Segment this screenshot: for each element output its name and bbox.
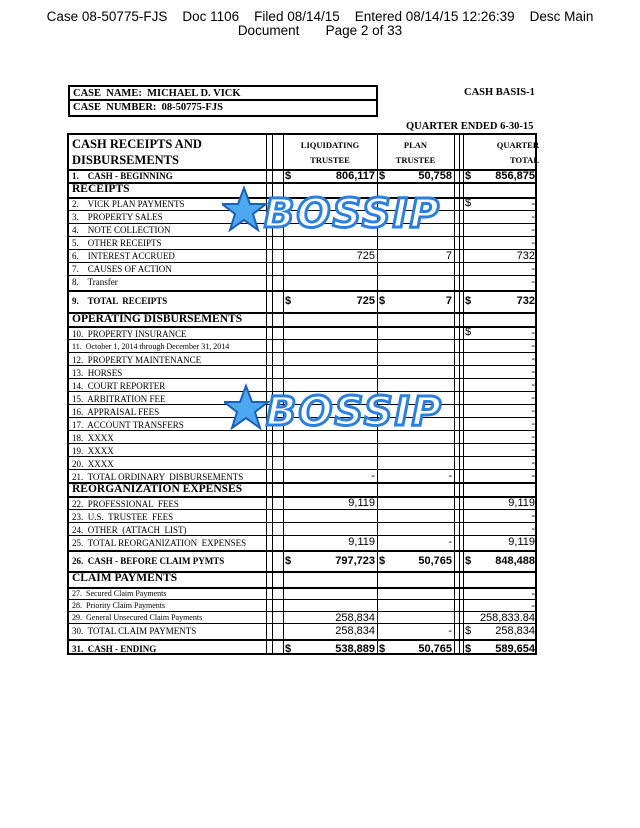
row-label: 14. COURT REPORTER (72, 380, 166, 391)
row-value-col1: - (448, 470, 452, 482)
star-icon (224, 386, 268, 428)
row-value-col2: - (531, 353, 535, 365)
bossip-watermark-middle (224, 378, 444, 438)
row-value-col2: 258,833.84 (479, 611, 535, 624)
dollar-sign: $ (285, 642, 292, 655)
section-header-claims: CLAIM PAYMENTS (72, 572, 178, 584)
column-header-bottom-2: TOTAL (510, 155, 539, 165)
star-icon (222, 188, 266, 230)
table-row-line (69, 443, 535, 444)
row-label: 25. TOTAL REORGANIZATION EXPENSES (72, 537, 247, 548)
dollar-sign: $ (465, 326, 472, 338)
row-value-col1: - (448, 624, 452, 637)
table-row-line (69, 456, 535, 457)
column-header-bottom-0: TRUSTEE (310, 155, 350, 165)
row-value-col0: 725 (356, 249, 375, 262)
table-row-line (69, 275, 535, 276)
table-row-line (69, 639, 535, 641)
row-value-col2: - (531, 470, 535, 482)
row-value-col2: - (531, 327, 535, 339)
dollar-sign: $ (285, 169, 292, 182)
bossip-watermark-top (222, 180, 442, 240)
dollar-sign: $ (379, 554, 386, 567)
row-value-col1: 50,758 (418, 169, 452, 182)
row-label: 18. XXXX (72, 432, 114, 443)
row-label: 13. HORSES (72, 367, 123, 378)
row-label: 9. TOTAL RECEIPTS (72, 296, 168, 306)
row-value-col2: - (531, 431, 535, 443)
section-header-reorg: REORGANIZATION EXPENSES (72, 483, 243, 495)
row-value-col2: - (531, 457, 535, 469)
row-value-col2: 856,875 (495, 169, 535, 182)
dollar-sign: $ (285, 554, 292, 567)
dollar-sign: $ (465, 197, 472, 209)
row-value-col2: - (531, 366, 535, 378)
dollar-sign: $ (379, 294, 386, 307)
column-divider (459, 135, 460, 653)
table-row-line (69, 365, 535, 366)
row-label: 1. CASH - BEGINNING (72, 171, 173, 181)
row-label: 15. ARBITRATION FEE (72, 393, 166, 404)
row-label: 10. PROPERTY INSURANCE (72, 328, 187, 339)
row-value-col2: - (531, 197, 535, 210)
watermark-text: BOSSIP (266, 389, 443, 435)
row-value-col0: 9,119 (348, 497, 375, 509)
row-value-col0: 806,117 (335, 169, 375, 182)
table-row-line (69, 550, 535, 552)
row-value-col0: 725 (356, 294, 375, 307)
row-value-col1: - (448, 536, 452, 548)
row-value-col2: - (531, 340, 535, 352)
row-value-col2: - (531, 275, 535, 288)
filing-line-1: Case 08-50775-FJS Doc 1106 Filed 08/14/15 Entered 08/14/15 12:26:39 Desc Main (46, 9, 594, 24)
row-value-col2: - (531, 392, 535, 404)
row-label: 16. APPRAISAL FEES (72, 406, 160, 417)
column-divider (454, 135, 455, 653)
row-label: 3. PROPERTY SALES (72, 212, 163, 222)
row-value-col2: - (531, 599, 535, 612)
dollar-sign: $ (465, 554, 472, 567)
row-value-col2: 258,834 (495, 624, 535, 637)
row-label: 8. Transfer (72, 277, 118, 287)
row-value-col2: - (531, 418, 535, 430)
row-label: 11. October 1, 2014 through December 31, 2014 (72, 341, 230, 351)
row-label: 27. Secured Claim Payments (72, 589, 167, 598)
row-value-col2: 848,488 (495, 554, 535, 567)
row-label: 26. CASH - BEFORE CLAIM PYMTS (72, 556, 225, 566)
row-value-col2: 9,119 (508, 497, 535, 509)
row-label: 24. OTHER (ATTACH LIST) (72, 524, 187, 535)
court-filing-header (0, 10, 640, 38)
table-row-line (69, 290, 535, 292)
row-value-col2: 589,654 (495, 642, 535, 655)
row-value-col2: - (531, 223, 535, 236)
row-label: 30. TOTAL CLAIM PAYMENTS (72, 626, 197, 636)
row-label: 20. XXXX (72, 458, 114, 469)
watermark-text: BOSSIP (264, 191, 441, 237)
row-value-col0: 258,834 (335, 611, 375, 624)
row-value-col0: 538,889 (335, 642, 375, 655)
row-label: 21. TOTAL ORDINARY DISBURSEMENTS (72, 471, 244, 482)
row-value-col2: - (531, 444, 535, 456)
row-value-col0: 258,834 (335, 624, 375, 637)
table-title-line2: DISBURSEMENTS (72, 153, 179, 167)
dollar-sign: $ (465, 169, 472, 182)
row-value-col2: - (531, 262, 535, 275)
column-divider (463, 135, 464, 653)
row-value-col2: - (531, 236, 535, 249)
row-label: 12. PROPERTY MAINTENANCE (72, 354, 202, 365)
row-label: 23. U.S. TRUSTEE FEES (72, 511, 174, 522)
row-value-col2: - (531, 510, 535, 522)
dollar-sign: $ (465, 294, 472, 307)
case-info-box (68, 85, 378, 117)
dollar-sign: $ (465, 624, 472, 637)
row-value-col1: 50,765 (418, 554, 452, 567)
case-number: CASE NUMBER: 08-50775-FJS (73, 102, 223, 113)
case-name: CASE NAME: MICHAEL D. VICK (70, 87, 376, 101)
row-value-col2: - (531, 405, 535, 417)
row-label: 22. PROFESSIONAL FEES (72, 498, 179, 509)
row-value-col0: - (371, 470, 375, 482)
column-header-top-2: QUARTER (496, 140, 539, 150)
row-label: 2. VICK PLAN PAYMENTS (72, 199, 185, 209)
dollar-sign: $ (285, 294, 292, 307)
row-value-col0: 797,723 (335, 554, 375, 567)
filing-line-2: Document Page 2 of 33 (237, 23, 403, 38)
row-label: 31. CASH - ENDING (72, 644, 157, 654)
row-label: 19. XXXX (72, 445, 114, 456)
row-value-col2: 732 (516, 249, 535, 262)
section-header-operating: OPERATING DISBURSEMENTS (72, 313, 243, 325)
row-label: 28. Priority Claim Payments (72, 601, 166, 610)
cash-basis-label: CASH BASIS-1 (464, 87, 535, 98)
dollar-sign: $ (379, 169, 386, 182)
row-label: 5. OTHER RECEIPTS (72, 238, 162, 248)
row-value-col2: - (531, 379, 535, 391)
row-value-col2: - (531, 587, 535, 600)
row-value-col1: 7 (445, 294, 452, 307)
row-label: 7. CAUSES OF ACTION (72, 264, 172, 274)
row-label: 17. ACCOUNT TRANSFERS (72, 419, 184, 430)
row-label: 6. INTEREST ACCRUED (72, 251, 175, 261)
row-label: 29. General Unsecured Claim Payments (72, 613, 203, 622)
row-value-col2: 9,119 (508, 536, 535, 548)
row-value-col2: 732 (516, 294, 535, 307)
row-value-col0: 9,119 (348, 536, 375, 548)
row-value-col1: 7 (445, 249, 452, 262)
row-value-col2: - (531, 523, 535, 535)
row-label: 4. NOTE COLLECTION (72, 225, 171, 235)
quarter-ended-label: QUARTER ENDED 6-30-15 (406, 121, 534, 132)
column-header-top-1: PLAN (403, 140, 428, 150)
table-title-line1: CASH RECEIPTS AND (72, 137, 202, 151)
row-value-col1: 50,765 (418, 642, 452, 655)
row-value-col2: - (531, 210, 535, 223)
dollar-sign: $ (379, 642, 386, 655)
column-header-bottom-1: TRUSTEE (395, 155, 436, 165)
section-header-receipts: RECEIPTS (72, 183, 130, 195)
column-header-top-0: LIQUIDATING (300, 140, 360, 150)
dollar-sign: $ (465, 642, 472, 655)
